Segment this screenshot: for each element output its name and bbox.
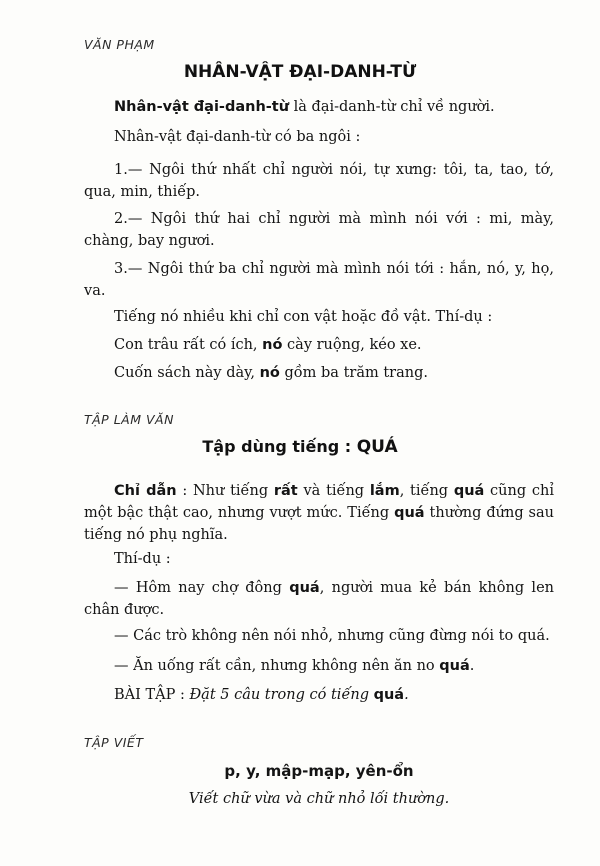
example-1-text-end: cày ruộng, kéo xe.: [282, 337, 422, 353]
composition-example-2: — Các trò không nên nói nhỏ, nhưng cũng đừng nói to quá.: [114, 628, 550, 644]
composition-title: [0, 437, 600, 457]
section-label-writing: TẬP VIẾT: [84, 735, 144, 750]
guide-word-qua: quá: [453, 483, 485, 499]
guide-text-3: , tiếng: [399, 483, 454, 499]
example-2-emphasis: nó: [259, 365, 280, 381]
guide-word-qua-2: quá: [394, 505, 425, 521]
person-1-paragraph: 1.— Ngôi thứ nhất chỉ người nói, tự xưng: tôi, ta, tao, tớ, qua, min, thiếp.: [84, 162, 554, 200]
person-3-paragraph: 3.— Ngôi thứ ba chỉ người mà mình nói tới : hắn, nó, y, họ, va.: [84, 261, 554, 299]
grammar-title: NHÂN-VẬT ĐẠI-DANH-TỪ: [183, 62, 417, 82]
example-1: [84, 334, 554, 356]
guide-text-5: thường đứng sau tiếng nó phụ nghĩa.: [84, 505, 554, 543]
exercise-line: [84, 684, 554, 706]
person-2-paragraph: 2.— Ngôi thứ hai chỉ người mà mình nói với : mi, mày, chàng, bay ngươi.: [84, 211, 554, 249]
guide-paragraph: [84, 480, 554, 546]
exercise-label: BÀI TẬP :: [114, 687, 190, 703]
guide-text-1: : Như tiếng: [176, 483, 274, 499]
example-2-text-end: gồm ba trăm trang.: [279, 365, 428, 381]
example-2-text: Cuốn sách này dày,: [114, 365, 260, 381]
exercise-text-end: .: [404, 687, 409, 703]
writing-practice-line: p, y, mập-mạp, yên-ổn: [224, 762, 414, 780]
definition-term: Nhân-vật đại-danh-từ: [114, 99, 290, 115]
composition-example-1-word: quá: [289, 580, 320, 596]
composition-example-1-text-end: , người mua kẻ bán không len chân được.: [84, 580, 554, 618]
guide-word-rat: rất: [273, 483, 298, 499]
composition-example-1: [84, 577, 554, 621]
example-1-emphasis: nó: [262, 337, 283, 353]
guide-label: Chỉ dẫn: [114, 483, 177, 499]
guide-word-lam: lắm: [369, 483, 400, 499]
composition-title-text: Tập dùng tiếng :: [202, 437, 357, 456]
composition-example-3-text: — Ăn uống rất cần, nhưng không nên ăn no: [114, 658, 440, 674]
example-1-text: Con trâu rất có ích,: [114, 337, 263, 353]
definition-rest: là đại-danh-từ chỉ về người.: [289, 99, 495, 115]
section-label-grammar: VĂN PHẠM: [84, 37, 155, 52]
example-label: Thí-dụ :: [114, 551, 171, 567]
example-2: [84, 362, 554, 384]
composition-example-3: [84, 655, 554, 677]
section-label-composition: TẬP LÀM VĂN: [84, 412, 174, 427]
guide-text-4: cũng chỉ một bậc thật cao, nhưng vượt mức. Tiếng: [84, 483, 554, 521]
composition-example-3-word: quá: [439, 658, 470, 674]
intro-paragraph: Nhân-vật đại-danh-từ có ba ngôi :: [114, 129, 361, 145]
exercise-text: Đặt 5 câu trong có tiếng: [189, 687, 374, 703]
composition-example-1-text: — Hôm nay chợ đông: [114, 580, 290, 596]
composition-example-3-text-end: .: [469, 658, 475, 674]
definition-paragraph: [84, 96, 554, 118]
writing-instruction: Viết chữ vừa và chữ nhỏ lối thường.: [188, 791, 450, 807]
guide-text-2: và tiếng: [297, 483, 370, 499]
exercise-word: quá: [373, 687, 405, 703]
note-paragraph: Tiếng nó nhiều khi chỉ con vật hoặc đồ vật. Thí-dụ :: [114, 309, 493, 325]
composition-title-word: QUÁ: [356, 437, 398, 457]
